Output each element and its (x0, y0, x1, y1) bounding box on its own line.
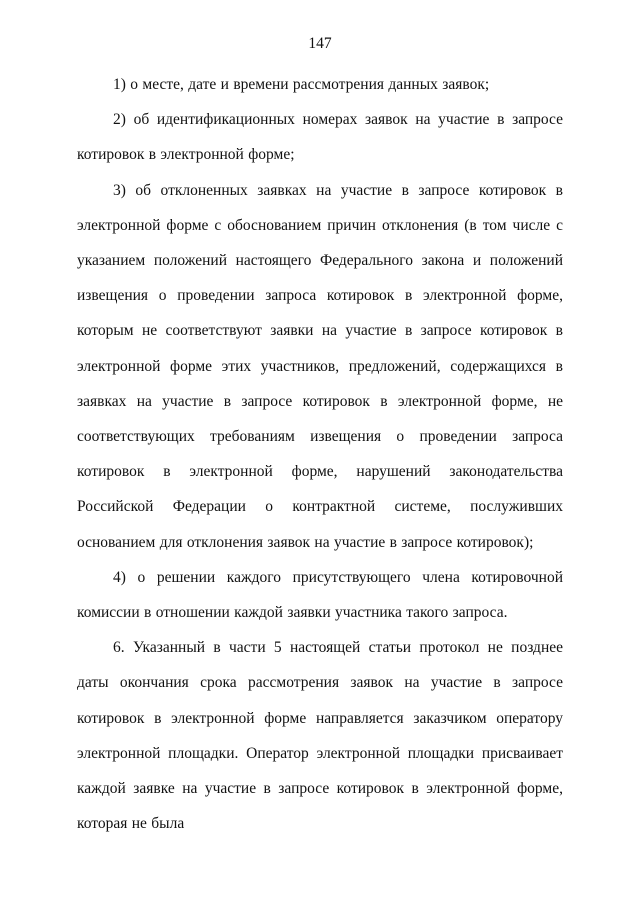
page-number: 147 (308, 35, 332, 52)
document-body (77, 67, 563, 841)
paragraph-item-1: 1) о месте, дате и времени рассмотрения данных заявок; (113, 76, 490, 93)
paragraph-part-6: 6. Указанный в части 5 настоящей статьи протокол не позднее даты окончания срока рассмотрения заявок на участие в запросе котировок в электронной форме направляется заказчиком оператору электронной площадки. Оператор электронной площадки присваивает каждой заявке на участие в запросе котировок в электронной форме, которая не была (77, 639, 563, 833)
paragraph-item-3: 3) об отклоненных заявках на участие в запросе котировок в электронной форме с обоснованием причин отклонения (в том числе с указанием положений настоящего Федерального закона и положений извещения о проведении запроса котировок в электронной форме, которым не соответствуют заявки на участие в запросе котировок в электронной форме этих участников, предложений, содержащихся в заявках на участие в запросе котировок в электронной форме, не соответствующих требованиям извещения о проведении запроса котировок в электронной форме, нарушений законодательства Российской Федерации о контрактной системе, послуживших основанием для отклонения заявок на участие в запросе котировок); (77, 181, 563, 551)
paragraph-item-4: 4) о решении каждого присутствующего члена котировочной комиссии в отношении каждой заявки участника такого запроса. (77, 568, 563, 622)
paragraph-item-2: 2) об идентификационных номерах заявок на участие в запросе котировок в электронной форме; (77, 111, 563, 164)
